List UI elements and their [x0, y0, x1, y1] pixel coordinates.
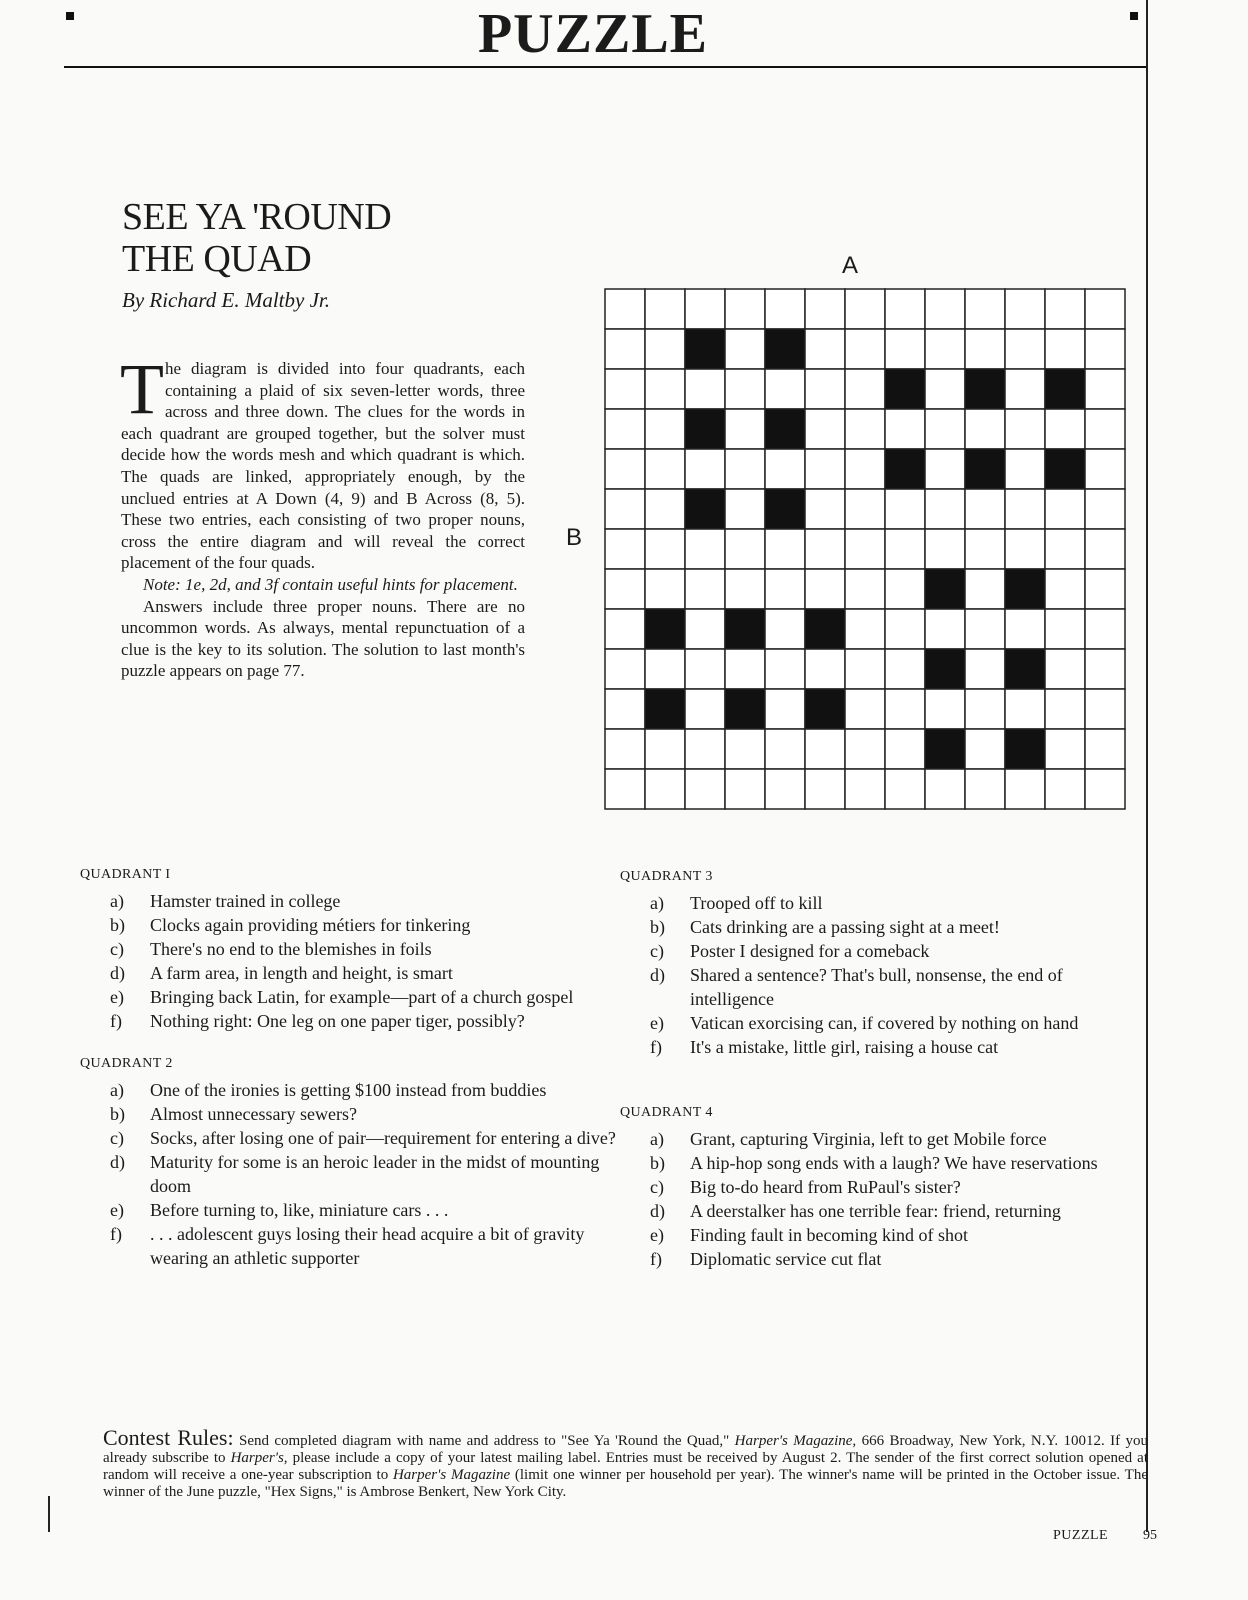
clue-text: Vatican exorcising can, if covered by nothing on hand [690, 1013, 1079, 1033]
grid-cell-black [685, 409, 725, 449]
grid-cell[interactable] [1085, 329, 1125, 369]
grid-cell[interactable] [605, 449, 645, 489]
grid-cell[interactable] [765, 369, 805, 409]
grid-cell-black [925, 569, 965, 609]
grid-cell[interactable] [685, 649, 725, 689]
clue-letter: e) [110, 1200, 124, 1220]
grid-cell-black [1005, 569, 1045, 609]
grid-cell[interactable] [885, 689, 925, 729]
rules-magazine-2: Harper's, [230, 1450, 288, 1466]
grid-cell[interactable] [845, 329, 885, 369]
grid-cell[interactable] [1005, 609, 1045, 649]
grid-cell-black [765, 329, 805, 369]
intro-text [120, 349, 525, 682]
grid-cell[interactable] [965, 489, 1005, 529]
quadrant-3-clues [620, 891, 1130, 1059]
rules-magazine-1: Harper's Magazine, [734, 1433, 857, 1449]
clue-item [620, 1223, 1130, 1247]
intro-note: Note: 1e, 2d, and 3f contain useful hints for placement. [143, 574, 518, 594]
clue-item [80, 1126, 620, 1150]
contest-rules [103, 1425, 1148, 1501]
grid-cell[interactable] [605, 729, 645, 769]
contest-rules-heading: Contest Rules: [103, 1425, 234, 1450]
clue-text: Nothing right: One leg on one paper tiger, possibly? [150, 1011, 525, 1031]
clue-item [80, 1078, 620, 1102]
grid-cell[interactable] [965, 609, 1005, 649]
clue-letter: d) [650, 965, 665, 985]
grid-cell[interactable] [965, 409, 1005, 449]
grid-cell-black [1005, 729, 1045, 769]
grid-cell[interactable] [805, 569, 845, 609]
clue-item [80, 889, 620, 913]
grid-cell[interactable] [605, 649, 645, 689]
clue-item [620, 891, 1130, 915]
grid-cell[interactable] [885, 649, 925, 689]
clue-letter: e) [650, 1225, 664, 1245]
grid-cell[interactable] [685, 449, 725, 489]
page-frame-left-rule [48, 1496, 50, 1532]
clue-letter: f) [110, 1011, 122, 1031]
grid-cell[interactable] [1005, 689, 1045, 729]
grid-cell[interactable] [805, 529, 845, 569]
drop-cap: T [120, 349, 164, 429]
clue-letter: b) [650, 917, 665, 937]
grid-cell[interactable] [725, 289, 765, 329]
grid-cell[interactable] [885, 329, 925, 369]
clue-item [80, 1150, 620, 1198]
grid-cell[interactable] [1085, 449, 1125, 489]
grid-cell[interactable] [685, 689, 725, 729]
grid-cell[interactable] [685, 289, 725, 329]
grid-cell[interactable] [845, 369, 885, 409]
clue-item [620, 963, 1130, 1011]
grid-label-a: A [842, 252, 859, 279]
grid-cell[interactable] [685, 569, 725, 609]
clue-item [80, 961, 620, 985]
grid-cell[interactable] [925, 449, 965, 489]
grid-cell[interactable] [685, 729, 725, 769]
grid-cell[interactable] [845, 489, 885, 529]
clue-letter: c) [650, 1177, 664, 1197]
clue-letter: f) [650, 1037, 662, 1057]
grid-cell[interactable] [605, 569, 645, 609]
grid-cell[interactable] [965, 289, 1005, 329]
grid-cell[interactable] [1045, 409, 1085, 449]
clue-letter: c) [110, 939, 124, 959]
grid-cell[interactable] [925, 529, 965, 569]
grid-cell[interactable] [645, 529, 685, 569]
grid-cell[interactable] [1085, 289, 1125, 329]
grid-cell[interactable] [765, 689, 805, 729]
grid-cell[interactable] [1045, 489, 1085, 529]
clue-text: Almost unnecessary sewers? [150, 1104, 357, 1124]
footer-page-number: 95 [1143, 1528, 1157, 1543]
grid-cell[interactable] [605, 609, 645, 649]
grid-cell[interactable] [765, 769, 805, 809]
grid-cell-black [885, 449, 925, 489]
grid-cell-black [725, 689, 765, 729]
quadrant-2 [80, 1055, 620, 1270]
grid-cell[interactable] [1005, 329, 1045, 369]
grid-cell[interactable] [925, 489, 965, 529]
clue-item [80, 1222, 620, 1270]
grid-cell[interactable] [725, 729, 765, 769]
clue-item [620, 915, 1130, 939]
grid-cell[interactable] [805, 729, 845, 769]
grid-cell[interactable] [645, 729, 685, 769]
clue-letter: b) [110, 1104, 125, 1124]
grid-cell-black [885, 369, 925, 409]
grid-cell-black [765, 489, 805, 529]
quadrant-3 [620, 868, 1130, 1059]
grid-cell[interactable] [845, 689, 885, 729]
grid-cell-black [805, 609, 845, 649]
puzzle-title [122, 196, 391, 280]
intro-paragraph-3: Answers include three proper nouns. There are no uncommon words. As always, mental repunctuation of a clue is the key to its solution. The solution to last month's puzzle appears on page 77. [121, 596, 525, 681]
grid-cell[interactable] [1045, 329, 1085, 369]
clue-letter: b) [650, 1153, 665, 1173]
grid-cell[interactable] [1005, 769, 1045, 809]
grid-cell[interactable] [845, 729, 885, 769]
clue-letter: b) [110, 915, 125, 935]
grid-cell[interactable] [645, 769, 685, 809]
grid-cell[interactable] [1085, 769, 1125, 809]
grid-cell[interactable] [845, 609, 885, 649]
clue-item [620, 1151, 1130, 1175]
grid-cell[interactable] [1085, 369, 1125, 409]
grid-cell[interactable] [805, 289, 845, 329]
clue-text: Grant, capturing Virginia, left to get Mobile force [690, 1129, 1047, 1149]
grid-cell[interactable] [1005, 449, 1045, 489]
grid-cell[interactable] [605, 689, 645, 729]
grid-cell[interactable] [605, 529, 645, 569]
grid-cell-black [1005, 649, 1045, 689]
intro-paragraph-1 [120, 349, 525, 574]
grid-cell[interactable] [885, 289, 925, 329]
grid-cell[interactable] [845, 569, 885, 609]
grid-cell[interactable] [1045, 289, 1085, 329]
grid-cell[interactable] [1045, 729, 1085, 769]
grid-cell[interactable] [725, 769, 765, 809]
grid-cell[interactable] [725, 529, 765, 569]
grid-cell[interactable] [765, 529, 805, 569]
clue-text: Socks, after losing one of pair—requirement for entering a dive? [150, 1128, 616, 1148]
grid-cell[interactable] [965, 689, 1005, 729]
clue-letter: a) [650, 893, 664, 913]
quadrant-4-heading: QUADRANT 4 [620, 1105, 713, 1120]
grid-cell-black [765, 409, 805, 449]
clue-text: . . . adolescent guys losing their head acquire a bit of gravity wearing an athletic supporter [150, 1224, 585, 1268]
grid-cell[interactable] [1085, 569, 1125, 609]
grid-cell-black [1045, 449, 1085, 489]
header-rule [64, 66, 1146, 68]
grid-cell[interactable] [965, 529, 1005, 569]
grid-cell[interactable] [1005, 369, 1045, 409]
clue-text: A hip-hop song ends with a laugh? We have reservations [690, 1153, 1098, 1173]
grid-cell[interactable] [1045, 769, 1085, 809]
quadrant-4 [620, 1104, 1130, 1271]
grid-cell[interactable] [925, 769, 965, 809]
grid-cell[interactable] [845, 449, 885, 489]
clue-text: A farm area, in length and height, is smart [150, 963, 453, 983]
clue-item [80, 913, 620, 937]
grid-cell[interactable] [1085, 729, 1125, 769]
grid-cell[interactable] [925, 409, 965, 449]
clue-text: Big to-do heard from RuPaul's sister? [690, 1177, 961, 1197]
clue-item [80, 1198, 620, 1222]
grid-cell[interactable] [925, 689, 965, 729]
grid-cell[interactable] [645, 649, 685, 689]
grid-cell[interactable] [645, 449, 685, 489]
grid-cell-black [965, 449, 1005, 489]
clue-letter: e) [110, 987, 124, 1007]
grid-cell-black [805, 689, 845, 729]
grid-cell[interactable] [925, 329, 965, 369]
clue-text: Hamster trained in college [150, 891, 341, 911]
quadrant-2-heading: QUADRANT 2 [80, 1056, 173, 1071]
grid-cell-black [645, 689, 685, 729]
byline: By Richard E. Maltby Jr. [122, 288, 331, 312]
grid-cell[interactable] [885, 729, 925, 769]
quadrant-4-clues [620, 1127, 1130, 1271]
grid-cell[interactable] [685, 529, 725, 569]
grid-cell[interactable] [1005, 289, 1045, 329]
grid-cell[interactable] [1005, 409, 1045, 449]
grid-cell[interactable] [765, 569, 805, 609]
rules-text-4: (limit one winner per household per year). The winner's name will be printed in the October issue. The winner of the June puzzle, "Hex Signs," is Ambrose Benkert, New York City. [103, 1467, 1148, 1500]
grid-cell[interactable] [605, 769, 645, 809]
crossword-grid[interactable] [605, 289, 1125, 809]
quadrant-1-heading: QUADRANT I [80, 867, 171, 882]
grid-cell[interactable] [605, 289, 645, 329]
grid-cell[interactable] [1085, 689, 1125, 729]
clue-text: Clocks again providing métiers for tinkering [150, 915, 471, 935]
grid-cell[interactable] [685, 369, 725, 409]
clue-text: Diplomatic service cut flat [690, 1249, 882, 1269]
clue-letter: f) [110, 1224, 122, 1244]
clue-item [620, 1127, 1130, 1151]
grid-cell[interactable] [725, 409, 765, 449]
clue-letter: c) [110, 1128, 124, 1148]
clue-letter: a) [650, 1129, 664, 1149]
clue-letter: a) [110, 1080, 124, 1100]
grid-cell[interactable] [645, 569, 685, 609]
page-frame-right-rule [1146, 0, 1148, 1532]
intro-paragraph-1-text: he diagram is divided into four quadrants, each containing a plaid of six seven-letter words, three across and three down. The clues for the words in each quadrant are grouped together, but the solver must decide how the words mesh and which quadrant is which. The quads are linked, appropriately enough, by the unclued entries at A Down (4, 9) and B Across (8, 5). These two entries, each consisting of two proper nouns, cross the entire diagram and will reveal the correct placement of the four quads. [121, 359, 525, 573]
footer-section-label: PUZZLE [1053, 1528, 1109, 1543]
grid-cell[interactable] [605, 489, 645, 529]
grid-cell[interactable] [805, 409, 845, 449]
clue-item [80, 1102, 620, 1126]
grid-cell[interactable] [765, 729, 805, 769]
clue-text: There's no end to the blemishes in foils [150, 939, 432, 959]
clue-item [620, 1247, 1130, 1271]
clue-text: Before turning to, like, miniature cars . . . [150, 1200, 449, 1220]
clue-text: A deerstalker has one terrible fear: friend, returning [690, 1201, 1061, 1221]
grid-cell[interactable] [765, 449, 805, 489]
clue-text: Trooped off to kill [690, 893, 823, 913]
grid-cell-black [925, 649, 965, 689]
clue-text: Bringing back Latin, for example—part of a church gospel [150, 987, 574, 1007]
grid-cell[interactable] [805, 769, 845, 809]
clue-text: It's a mistake, little girl, raising a house cat [690, 1037, 999, 1057]
grid-cell[interactable] [1045, 529, 1085, 569]
clue-letter: c) [650, 941, 664, 961]
rules-magazine-3: Harper's Magazine [392, 1467, 511, 1483]
grid-cell[interactable] [1085, 649, 1125, 689]
rules-text-2: 666 Broadway, New York, N.Y. 10012. If you already subscribe to [103, 1433, 1148, 1466]
grid-cell-black [685, 329, 725, 369]
grid-cell[interactable] [845, 649, 885, 689]
grid-cell[interactable] [1085, 489, 1125, 529]
clue-text: Maturity for some is an heroic leader in the midst of mounting doom [150, 1152, 600, 1196]
grid-cell[interactable] [765, 649, 805, 689]
clue-letter: e) [650, 1013, 664, 1033]
grid-cell[interactable] [645, 289, 685, 329]
clue-item [620, 1175, 1130, 1199]
grid-cell[interactable] [765, 609, 805, 649]
clue-letter: a) [110, 891, 124, 911]
grid-cell[interactable] [965, 729, 1005, 769]
clue-letter: d) [110, 963, 125, 983]
clue-item [80, 1009, 620, 1033]
grid-cell[interactable] [605, 409, 645, 449]
grid-cell[interactable] [885, 529, 925, 569]
grid-cell-black [965, 369, 1005, 409]
grid-label-b: B [566, 524, 583, 551]
grid-cell[interactable] [965, 569, 1005, 609]
grid-cell[interactable] [725, 489, 765, 529]
puzzle-title-line-2: THE QUAD [122, 238, 312, 280]
grid-cell[interactable] [845, 289, 885, 329]
grid-cell[interactable] [805, 649, 845, 689]
grid-cell-black [925, 729, 965, 769]
grid-cell[interactable] [605, 369, 645, 409]
clue-item [620, 1199, 1130, 1223]
clue-item [620, 1011, 1130, 1035]
clue-text: Shared a sentence? That's bull, nonsense, the end of intelligence [690, 965, 1063, 1009]
grid-cell[interactable] [965, 329, 1005, 369]
grid-cell[interactable] [1005, 489, 1045, 529]
grid-cell[interactable] [885, 769, 925, 809]
rules-text-1: Send completed diagram with name and address to "See Ya 'Round the Quad," [233, 1433, 735, 1449]
grid-cell[interactable] [845, 409, 885, 449]
grid-cell[interactable] [605, 329, 645, 369]
clue-text: Poster I designed for a comeback [690, 941, 930, 961]
grid-cell[interactable] [725, 329, 765, 369]
grid-cell[interactable] [1085, 409, 1125, 449]
clue-item [620, 1035, 1130, 1059]
clue-item [620, 939, 1130, 963]
grid-cell[interactable] [965, 769, 1005, 809]
quadrant-1 [80, 866, 620, 1033]
grid-cell[interactable] [885, 569, 925, 609]
grid-cell[interactable] [805, 489, 845, 529]
page-header-title: PUZZLE [477, 3, 709, 65]
grid-cell[interactable] [885, 489, 925, 529]
clue-item [80, 985, 620, 1009]
grid-cell[interactable] [1085, 529, 1125, 569]
puzzle-title-line-1: SEE YA 'ROUND [122, 196, 392, 238]
grid-cell[interactable] [885, 409, 925, 449]
grid-cell[interactable] [645, 369, 685, 409]
grid-cell[interactable] [925, 369, 965, 409]
grid-cell[interactable] [645, 409, 685, 449]
clue-letter: d) [650, 1201, 665, 1221]
clue-letter: f) [650, 1249, 662, 1269]
grid-cell[interactable] [685, 769, 725, 809]
grid-cell[interactable] [1045, 689, 1085, 729]
grid-cell[interactable] [1085, 609, 1125, 649]
grid-cell[interactable] [885, 609, 925, 649]
quadrant-1-clues [80, 889, 620, 1033]
grid-cell[interactable] [1005, 529, 1045, 569]
grid-cell[interactable] [725, 449, 765, 489]
grid-cell[interactable] [845, 769, 885, 809]
grid-cell[interactable] [845, 529, 885, 569]
grid-cell[interactable] [1045, 569, 1085, 609]
grid-cell[interactable] [925, 609, 965, 649]
rules-text-3: please include a copy of your latest mailing label. Entries must be received by August 2. The sender of the first correct solution opened at random will receive a one-year subscription to [103, 1450, 1148, 1483]
grid-cell-black [725, 609, 765, 649]
clue-text: One of the ironies is getting $100 instead from buddies [150, 1080, 547, 1100]
clue-item [80, 937, 620, 961]
grid-cell[interactable] [805, 329, 845, 369]
grid-cell[interactable] [725, 649, 765, 689]
grid-cell-black [685, 489, 725, 529]
grid-cell[interactable] [685, 609, 725, 649]
quadrant-3-heading: QUADRANT 3 [620, 869, 713, 884]
quadrant-2-clues [80, 1078, 620, 1270]
clue-text: Cats drinking are a passing sight at a meet! [690, 917, 1000, 937]
grid-cell[interactable] [805, 369, 845, 409]
grid-cell-black [645, 609, 685, 649]
grid-cell[interactable] [725, 369, 765, 409]
grid-cell[interactable] [1045, 609, 1085, 649]
grid-cell[interactable] [1045, 649, 1085, 689]
grid-cell[interactable] [805, 449, 845, 489]
grid-cell[interactable] [965, 649, 1005, 689]
grid-cell[interactable] [725, 569, 765, 609]
grid-cell[interactable] [925, 289, 965, 329]
grid-cell[interactable] [645, 489, 685, 529]
grid-cell[interactable] [645, 329, 685, 369]
grid-cell-black [1045, 369, 1085, 409]
clue-text: Finding fault in becoming kind of shot [690, 1225, 968, 1245]
grid-cell[interactable] [765, 289, 805, 329]
clue-letter: d) [110, 1152, 125, 1172]
